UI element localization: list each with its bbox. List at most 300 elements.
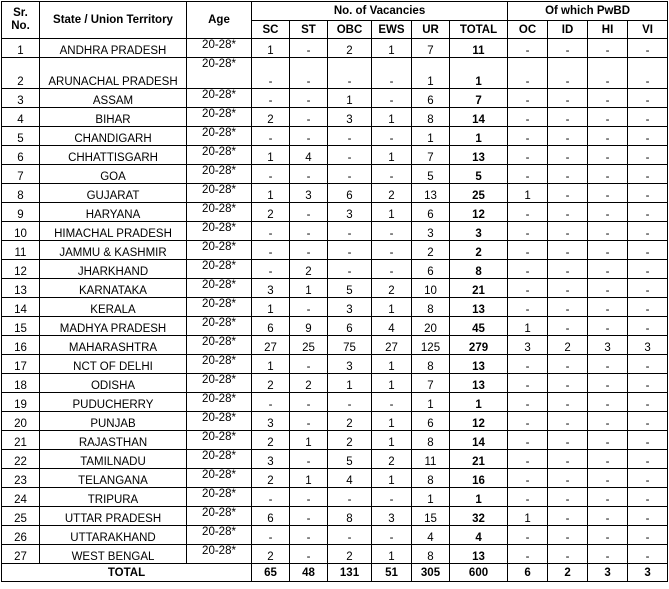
total-total: 600 bbox=[450, 564, 508, 582]
obc-cell: - bbox=[328, 488, 372, 507]
total-cell: 12 bbox=[450, 412, 508, 431]
header-st: ST bbox=[290, 21, 328, 39]
age-cell: 20-28* bbox=[187, 165, 252, 184]
table-row bbox=[2, 450, 668, 469]
obc-cell: 2 bbox=[328, 412, 372, 431]
st-cell: - bbox=[290, 355, 328, 374]
id-cell: 2 bbox=[548, 336, 588, 355]
state-cell: UTTAR PRADESH bbox=[40, 507, 187, 526]
vi-cell: - bbox=[628, 184, 668, 203]
id-cell: - bbox=[548, 165, 588, 184]
hi-cell: - bbox=[588, 393, 628, 412]
table-row bbox=[2, 431, 668, 450]
state-cell: TRIPURA bbox=[40, 488, 187, 507]
age-cell: 20-28* bbox=[187, 431, 252, 450]
sc-cell: - bbox=[252, 393, 290, 412]
oc-cell: 3 bbox=[508, 336, 548, 355]
vi-cell: - bbox=[628, 127, 668, 146]
oc-cell: - bbox=[508, 298, 548, 317]
vi-cell: - bbox=[628, 146, 668, 165]
id-cell: - bbox=[548, 469, 588, 488]
hi-cell: - bbox=[588, 165, 628, 184]
hi-cell: - bbox=[588, 39, 628, 58]
hi-cell: - bbox=[588, 507, 628, 526]
sc-cell: - bbox=[252, 165, 290, 184]
vacancy-table bbox=[1, 1, 668, 582]
hi-cell: 3 bbox=[588, 336, 628, 355]
id-cell: - bbox=[548, 241, 588, 260]
table-body bbox=[2, 39, 668, 582]
total-cell: 5 bbox=[450, 165, 508, 184]
id-cell: - bbox=[548, 279, 588, 298]
id-cell: - bbox=[548, 58, 588, 89]
age-cell: 20-28* bbox=[187, 279, 252, 298]
hi-cell: - bbox=[588, 127, 628, 146]
oc-cell: - bbox=[508, 146, 548, 165]
vi-cell: 3 bbox=[628, 336, 668, 355]
state-cell: NCT OF DELHI bbox=[40, 355, 187, 374]
state-cell: CHANDIGARH bbox=[40, 127, 187, 146]
total-cell: 3 bbox=[450, 222, 508, 241]
sc-cell: 2 bbox=[252, 545, 290, 564]
oc-cell: - bbox=[508, 450, 548, 469]
table-row bbox=[2, 355, 668, 374]
sr-no-cell: 5 bbox=[2, 127, 40, 146]
obc-cell: 2 bbox=[328, 545, 372, 564]
age-cell: 20-28* bbox=[187, 39, 252, 58]
hi-cell: - bbox=[588, 450, 628, 469]
sc-cell: 3 bbox=[252, 450, 290, 469]
ur-cell: 6 bbox=[412, 203, 450, 222]
table-row bbox=[2, 108, 668, 127]
id-cell: - bbox=[548, 39, 588, 58]
total-cell: 1 bbox=[450, 58, 508, 89]
state-cell: CHHATTISGARH bbox=[40, 146, 187, 165]
sc-cell: 2 bbox=[252, 203, 290, 222]
total-obc: 131 bbox=[328, 564, 372, 582]
table-row bbox=[2, 58, 668, 89]
age-cell: 20-28* bbox=[187, 108, 252, 127]
id-cell: - bbox=[548, 260, 588, 279]
state-cell: TELANGANA bbox=[40, 469, 187, 488]
state-cell: ANDHRA PRADESH bbox=[40, 39, 187, 58]
total-sc: 65 bbox=[252, 564, 290, 582]
ews-cell: 1 bbox=[372, 146, 412, 165]
oc-cell: - bbox=[508, 545, 548, 564]
state-cell: UTTARAKHAND bbox=[40, 526, 187, 545]
hi-cell: - bbox=[588, 355, 628, 374]
total-oc: 6 bbox=[508, 564, 548, 582]
sc-cell: 3 bbox=[252, 279, 290, 298]
st-cell: - bbox=[290, 39, 328, 58]
ews-cell: 3 bbox=[372, 507, 412, 526]
sr-no-cell: 26 bbox=[2, 526, 40, 545]
ews-cell: 1 bbox=[372, 412, 412, 431]
ur-cell: 125 bbox=[412, 336, 450, 355]
ur-cell: 4 bbox=[412, 526, 450, 545]
sc-cell: 2 bbox=[252, 469, 290, 488]
st-cell: - bbox=[290, 203, 328, 222]
table-row bbox=[2, 298, 668, 317]
age-cell: 20-28* bbox=[187, 450, 252, 469]
obc-cell: - bbox=[328, 146, 372, 165]
oc-cell: 1 bbox=[508, 507, 548, 526]
vi-cell: - bbox=[628, 298, 668, 317]
state-cell: HIMACHAL PRADESH bbox=[40, 222, 187, 241]
vi-cell: - bbox=[628, 469, 668, 488]
ur-cell: 1 bbox=[412, 127, 450, 146]
state-cell: KARNATAKA bbox=[40, 279, 187, 298]
ur-cell: 7 bbox=[412, 39, 450, 58]
sr-no-cell: 18 bbox=[2, 374, 40, 393]
sr-no-cell: 25 bbox=[2, 507, 40, 526]
table-row bbox=[2, 146, 668, 165]
header-id: ID bbox=[548, 21, 588, 39]
st-cell: - bbox=[290, 222, 328, 241]
sr-no-cell: 23 bbox=[2, 469, 40, 488]
hi-cell: - bbox=[588, 412, 628, 431]
sc-cell: 1 bbox=[252, 355, 290, 374]
header-sr-no: Sr. No. bbox=[2, 2, 40, 39]
total-cell: 14 bbox=[450, 108, 508, 127]
hi-cell: - bbox=[588, 279, 628, 298]
sr-no-cell: 14 bbox=[2, 298, 40, 317]
id-cell: - bbox=[548, 450, 588, 469]
id-cell: - bbox=[548, 488, 588, 507]
table-row bbox=[2, 545, 668, 564]
oc-cell: - bbox=[508, 412, 548, 431]
ews-cell: - bbox=[372, 58, 412, 89]
hi-cell: - bbox=[588, 469, 628, 488]
ews-cell: 2 bbox=[372, 279, 412, 298]
id-cell: - bbox=[548, 298, 588, 317]
hi-cell: - bbox=[588, 431, 628, 450]
hi-cell: - bbox=[588, 241, 628, 260]
ur-cell: 1 bbox=[412, 58, 450, 89]
table-row bbox=[2, 507, 668, 526]
header-sc: SC bbox=[252, 21, 290, 39]
ur-cell: 8 bbox=[412, 108, 450, 127]
ews-cell: 1 bbox=[372, 545, 412, 564]
id-cell: - bbox=[548, 203, 588, 222]
ur-cell: 1 bbox=[412, 488, 450, 507]
ur-cell: 8 bbox=[412, 355, 450, 374]
ur-cell: 8 bbox=[412, 298, 450, 317]
age-cell: 20-28* bbox=[187, 184, 252, 203]
total-cell: 1 bbox=[450, 488, 508, 507]
age-cell: 20-28* bbox=[187, 222, 252, 241]
vi-cell: - bbox=[628, 488, 668, 507]
hi-cell: - bbox=[588, 488, 628, 507]
total-cell: 21 bbox=[450, 450, 508, 469]
table-row bbox=[2, 526, 668, 545]
hi-cell: - bbox=[588, 203, 628, 222]
ews-cell: 1 bbox=[372, 203, 412, 222]
table-row bbox=[2, 374, 668, 393]
ews-cell: - bbox=[372, 488, 412, 507]
total-cell: 21 bbox=[450, 279, 508, 298]
age-cell: 20-28* bbox=[187, 526, 252, 545]
oc-cell: - bbox=[508, 355, 548, 374]
age-cell: 20-28* bbox=[187, 89, 252, 108]
hi-cell: - bbox=[588, 58, 628, 89]
oc-cell: - bbox=[508, 203, 548, 222]
sc-cell: 6 bbox=[252, 317, 290, 336]
sr-no-cell: 6 bbox=[2, 146, 40, 165]
sr-no-cell: 17 bbox=[2, 355, 40, 374]
ur-cell: 8 bbox=[412, 545, 450, 564]
age-cell: 20-28* bbox=[187, 488, 252, 507]
vi-cell: - bbox=[628, 355, 668, 374]
id-cell: - bbox=[548, 108, 588, 127]
oc-cell: - bbox=[508, 58, 548, 89]
sr-no-cell: 7 bbox=[2, 165, 40, 184]
ews-cell: 1 bbox=[372, 108, 412, 127]
table-row bbox=[2, 393, 668, 412]
state-cell: RAJASTHAN bbox=[40, 431, 187, 450]
hi-cell: - bbox=[588, 545, 628, 564]
oc-cell: - bbox=[508, 108, 548, 127]
oc-cell: - bbox=[508, 526, 548, 545]
table-row bbox=[2, 89, 668, 108]
sc-cell: - bbox=[252, 127, 290, 146]
age-cell: 20-28* bbox=[187, 393, 252, 412]
st-cell: - bbox=[290, 450, 328, 469]
total-cell: 4 bbox=[450, 526, 508, 545]
state-cell: JAMMU & KASHMIR bbox=[40, 241, 187, 260]
ur-cell: 1 bbox=[412, 393, 450, 412]
header-state: State / Union Territory bbox=[40, 2, 187, 39]
vi-cell: - bbox=[628, 412, 668, 431]
obc-cell: 3 bbox=[328, 355, 372, 374]
sc-cell: - bbox=[252, 222, 290, 241]
st-cell: 1 bbox=[290, 469, 328, 488]
sc-cell: 1 bbox=[252, 39, 290, 58]
id-cell: - bbox=[548, 146, 588, 165]
vi-cell: - bbox=[628, 450, 668, 469]
total-cell: 2 bbox=[450, 241, 508, 260]
oc-cell: - bbox=[508, 393, 548, 412]
vi-cell: - bbox=[628, 393, 668, 412]
id-cell: - bbox=[548, 412, 588, 431]
obc-cell: 6 bbox=[328, 184, 372, 203]
sc-cell: 1 bbox=[252, 184, 290, 203]
state-cell: PUNJAB bbox=[40, 412, 187, 431]
sc-cell: - bbox=[252, 488, 290, 507]
obc-cell: 4 bbox=[328, 469, 372, 488]
st-cell: - bbox=[290, 58, 328, 89]
age-cell: 20-28* bbox=[187, 412, 252, 431]
obc-cell: 1 bbox=[328, 374, 372, 393]
ur-cell: 10 bbox=[412, 279, 450, 298]
total-cell: 279 bbox=[450, 336, 508, 355]
state-cell: HARYANA bbox=[40, 203, 187, 222]
sc-cell: - bbox=[252, 89, 290, 108]
hi-cell: - bbox=[588, 374, 628, 393]
st-cell: 9 bbox=[290, 317, 328, 336]
sr-no-cell: 20 bbox=[2, 412, 40, 431]
vi-cell: - bbox=[628, 241, 668, 260]
ur-cell: 15 bbox=[412, 507, 450, 526]
age-cell: 20-28* bbox=[187, 127, 252, 146]
vi-cell: - bbox=[628, 203, 668, 222]
ur-cell: 6 bbox=[412, 260, 450, 279]
age-cell: 20-28* bbox=[187, 241, 252, 260]
obc-cell: - bbox=[328, 165, 372, 184]
sr-no-cell: 27 bbox=[2, 545, 40, 564]
age-cell: 20-28* bbox=[187, 374, 252, 393]
obc-cell: 2 bbox=[328, 431, 372, 450]
ews-cell: - bbox=[372, 89, 412, 108]
hi-cell: - bbox=[588, 222, 628, 241]
total-cell: 11 bbox=[450, 39, 508, 58]
sr-no-cell: 19 bbox=[2, 393, 40, 412]
hi-cell: - bbox=[588, 184, 628, 203]
ews-cell: - bbox=[372, 260, 412, 279]
table-row bbox=[2, 39, 668, 58]
obc-cell: - bbox=[328, 393, 372, 412]
ur-cell: 7 bbox=[412, 374, 450, 393]
st-cell: 25 bbox=[290, 336, 328, 355]
vi-cell: - bbox=[628, 279, 668, 298]
oc-cell: - bbox=[508, 127, 548, 146]
st-cell: - bbox=[290, 89, 328, 108]
ews-cell: 1 bbox=[372, 374, 412, 393]
sc-cell: 3 bbox=[252, 412, 290, 431]
ews-cell: 1 bbox=[372, 469, 412, 488]
id-cell: - bbox=[548, 317, 588, 336]
ews-cell: 1 bbox=[372, 355, 412, 374]
id-cell: - bbox=[548, 184, 588, 203]
total-ews: 51 bbox=[372, 564, 412, 582]
state-cell: ARUNACHAL PRADESH bbox=[40, 58, 187, 89]
total-cell: 13 bbox=[450, 298, 508, 317]
vi-cell: - bbox=[628, 58, 668, 89]
obc-cell: 3 bbox=[328, 203, 372, 222]
id-cell: - bbox=[548, 355, 588, 374]
total-id: 2 bbox=[548, 564, 588, 582]
st-cell: - bbox=[290, 526, 328, 545]
st-cell: 1 bbox=[290, 279, 328, 298]
st-cell: 3 bbox=[290, 184, 328, 203]
age-cell: 20-28* bbox=[187, 260, 252, 279]
oc-cell: - bbox=[508, 260, 548, 279]
st-cell: - bbox=[290, 298, 328, 317]
obc-cell: - bbox=[328, 58, 372, 89]
oc-cell: - bbox=[508, 431, 548, 450]
table-row bbox=[2, 222, 668, 241]
ur-cell: 2 bbox=[412, 241, 450, 260]
table-row bbox=[2, 260, 668, 279]
total-hi: 3 bbox=[588, 564, 628, 582]
st-cell: - bbox=[290, 393, 328, 412]
oc-cell: - bbox=[508, 165, 548, 184]
table-row bbox=[2, 127, 668, 146]
age-cell: 20-28* bbox=[187, 469, 252, 488]
sc-cell: 2 bbox=[252, 374, 290, 393]
obc-cell: 5 bbox=[328, 450, 372, 469]
total-cell: 45 bbox=[450, 317, 508, 336]
id-cell: - bbox=[548, 431, 588, 450]
hi-cell: - bbox=[588, 89, 628, 108]
ews-cell: 27 bbox=[372, 336, 412, 355]
ews-cell: - bbox=[372, 127, 412, 146]
sr-no-cell: 11 bbox=[2, 241, 40, 260]
obc-cell: 3 bbox=[328, 298, 372, 317]
ur-cell: 5 bbox=[412, 165, 450, 184]
obc-cell: - bbox=[328, 127, 372, 146]
total-vi: 3 bbox=[628, 564, 668, 582]
vi-cell: - bbox=[628, 526, 668, 545]
st-cell: - bbox=[290, 545, 328, 564]
table-row bbox=[2, 412, 668, 431]
state-cell: JHARKHAND bbox=[40, 260, 187, 279]
header-age: Age bbox=[187, 2, 252, 39]
st-cell: - bbox=[290, 108, 328, 127]
table-row bbox=[2, 184, 668, 203]
header-total: TOTAL bbox=[450, 21, 508, 39]
age-cell: 20-28* bbox=[187, 317, 252, 336]
ur-cell: 7 bbox=[412, 146, 450, 165]
state-cell: MADHYA PRADESH bbox=[40, 317, 187, 336]
obc-cell: 1 bbox=[328, 89, 372, 108]
ews-cell: 1 bbox=[372, 39, 412, 58]
ur-cell: 8 bbox=[412, 431, 450, 450]
header-oc: OC bbox=[508, 21, 548, 39]
sr-no-cell: 16 bbox=[2, 336, 40, 355]
vi-cell: - bbox=[628, 374, 668, 393]
id-cell: - bbox=[548, 393, 588, 412]
age-cell: 20-28* bbox=[187, 355, 252, 374]
obc-cell: 6 bbox=[328, 317, 372, 336]
vi-cell: - bbox=[628, 317, 668, 336]
obc-cell: 3 bbox=[328, 108, 372, 127]
vi-cell: - bbox=[628, 165, 668, 184]
hi-cell: - bbox=[588, 298, 628, 317]
age-cell: 20-28* bbox=[187, 58, 252, 89]
ews-cell: 1 bbox=[372, 431, 412, 450]
header-ews: EWS bbox=[372, 21, 412, 39]
oc-cell: 1 bbox=[508, 317, 548, 336]
ur-cell: 6 bbox=[412, 89, 450, 108]
header-pwbd-group: Of which PwBD bbox=[508, 2, 668, 21]
table-row bbox=[2, 488, 668, 507]
ews-cell: - bbox=[372, 393, 412, 412]
oc-cell: - bbox=[508, 39, 548, 58]
total-st: 48 bbox=[290, 564, 328, 582]
obc-cell: - bbox=[328, 222, 372, 241]
obc-cell: 2 bbox=[328, 39, 372, 58]
oc-cell: - bbox=[508, 488, 548, 507]
total-row bbox=[2, 564, 668, 582]
total-cell: 7 bbox=[450, 89, 508, 108]
oc-cell: - bbox=[508, 279, 548, 298]
sc-cell: 6 bbox=[252, 507, 290, 526]
age-cell: 20-28* bbox=[187, 146, 252, 165]
state-cell: GOA bbox=[40, 165, 187, 184]
state-cell: WEST BENGAL bbox=[40, 545, 187, 564]
age-cell: 20-28* bbox=[187, 545, 252, 564]
ews-cell: 4 bbox=[372, 317, 412, 336]
ews-cell: - bbox=[372, 165, 412, 184]
header-ur: UR bbox=[412, 21, 450, 39]
table-row bbox=[2, 469, 668, 488]
total-cell: 14 bbox=[450, 431, 508, 450]
oc-cell: 1 bbox=[508, 184, 548, 203]
ur-cell: 6 bbox=[412, 412, 450, 431]
sr-no-cell: 12 bbox=[2, 260, 40, 279]
st-cell: 2 bbox=[290, 260, 328, 279]
